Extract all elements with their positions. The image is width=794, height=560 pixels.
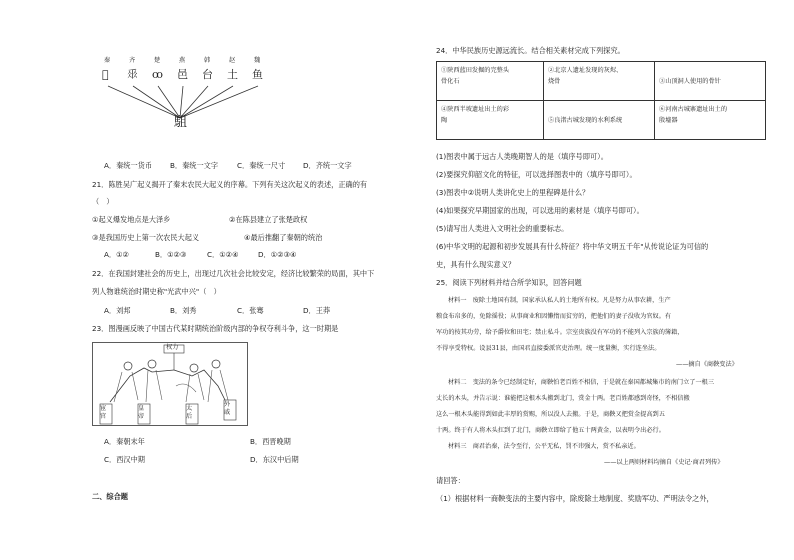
- table-cell: ②北京人遗址发现的灰烬、 烧骨: [544, 62, 655, 101]
- q24-part4: (4)如果探究早期国家的出现，可以选用的素材是（填序号即可）。: [436, 206, 644, 215]
- q24-material-table: [436, 61, 766, 140]
- q24-stem: 24．中华民族历史源远流长。结合相关素材完成下列探究。: [436, 46, 625, 55]
- q25-stem: 25．阅读下列材料并结合所学知识，回答问题: [436, 278, 582, 287]
- material1-line1: 材料一 废除土地国有制，国家承认私人的土地所有权。凡是努力从事农耕，生产: [448, 297, 671, 304]
- q23-stem: 23．图漫画反映了中国古代某时期统治阶级内部的争权夺利斗争，这一时期是: [92, 324, 339, 333]
- material3-line1: 材料三 商君治秦，法令至行，公平无私，罚不讳强大，赏不私亲近。: [448, 443, 640, 450]
- state-label: 魏: [254, 57, 261, 64]
- table-cell: ⑤良渚古城发现的水利系统: [544, 101, 655, 139]
- material1-source: ——摘自《商鞅变法》: [676, 361, 738, 368]
- q22-option-b: B．刘秀: [170, 306, 197, 315]
- q20-option-a: A．秦统一货币: [104, 161, 153, 170]
- connector-line: [180, 86, 233, 118]
- q21-item4: ④最后推翻了秦朝的统治: [244, 233, 323, 242]
- answer-prompt: 请回答：: [436, 476, 465, 485]
- connector-line: [180, 86, 208, 118]
- q23-option-c: C．西汉中期: [104, 455, 145, 464]
- material1-line2: 粮食布帛多的，免除徭役；从事商业和因懒惰而贫穷的，把他们的妻子没收为官奴。有: [436, 313, 672, 320]
- cartoon-label-consort: 外戚: [224, 401, 231, 416]
- connector-line: [180, 86, 258, 118]
- q23-option-a: A．秦朝末年: [104, 437, 145, 446]
- q21-item2: ②在陈县建立了张楚政权: [229, 215, 308, 224]
- connector-line: [180, 86, 183, 118]
- unified-glyph: 駔: [174, 115, 188, 130]
- table-cell: ①陕西蓝田发掘的完整头 骨化石: [437, 62, 544, 101]
- q21-option-a: A．①②: [104, 250, 129, 259]
- q22-line2: 列人物谁统治时期史称"光武中兴"（ ）: [92, 287, 221, 296]
- q24-part6: (6)中华文明的起源和初步发展具有什么特征？将中华文明五千年"从传说论证为可信的: [436, 242, 709, 251]
- q22-option-a: A．刘邦: [104, 306, 131, 315]
- q22-option-c: C．张骞: [237, 306, 264, 315]
- q24-part6-cont: 史，具有什么现实意义？: [436, 260, 516, 269]
- table-cell: ⑥河南古城寨遗址出土的 殷墟器: [659, 106, 728, 124]
- ancient-script-glyph: 鱼: [252, 68, 263, 81]
- q21-stem: 21．陈胜吴广起义揭开了秦末农民大起义的序幕。下列有关这次起义的表述，正确的有: [92, 180, 368, 189]
- state-label: 齐: [129, 57, 136, 64]
- ancient-script-glyph: 邑: [177, 68, 188, 81]
- q20-option-d: D．齐统一文字: [303, 161, 352, 170]
- q24-part5: (5)请写出人类进入文明社会的重要标志。: [436, 224, 569, 233]
- q24-part1: (1)图表中属于远古人类晚期智人的是（填序号即可）。: [436, 152, 608, 161]
- q21-item3: ③是我国历史上第一次农民大起义: [92, 233, 200, 242]
- table-cell: ③山顶洞人使用的骨针: [655, 62, 765, 101]
- q23-option-d: D．东汉中后期: [250, 455, 299, 464]
- q24-part2: (2)要探究仰韶文化的特征，可以选择图表中的（填序号即可）。: [436, 170, 637, 179]
- connector-line: [133, 86, 180, 118]
- q21-option-c: C．①②④: [207, 250, 239, 259]
- material2-line1: 材料二 变法的条令已经制定好，商鞅怕老百姓不相信，于是就在秦国都城集市的南门立了一根三: [448, 379, 715, 386]
- ancient-script-glyph: 𢑚: [102, 68, 109, 81]
- table-cell: ④陕西半坡遗址出土的彩 陶: [437, 101, 544, 139]
- cartoon-label-eunuch: 宦官: [100, 405, 107, 420]
- material2-line2: 丈长的木头，并告示说：谁能把这根木头搬到北门，赏金十两。老百姓都感到奇怪，不相信搬: [436, 395, 690, 402]
- ancient-script-glyph: 𠂹: [127, 68, 138, 81]
- q23-option-b: B．西晋晚期: [250, 437, 291, 446]
- state-label: 秦: [104, 57, 111, 64]
- q21-option-d: D．①②③④: [258, 250, 297, 259]
- state-label: 楚: [154, 57, 161, 64]
- q21-option-b: B．①②③: [155, 250, 187, 259]
- material3-source: ——以上两则材料均摘自《史记·商君列传》: [604, 459, 724, 466]
- material1-line3: 军功的按其功劳，给予爵位和田宅；禁止私斗。宗室贵族没有军功的不能列入宗族的簿籍，: [436, 329, 684, 336]
- cartoon-label-empress: 太后: [186, 405, 193, 420]
- state-label: 燕: [179, 57, 186, 64]
- q21-paren: （ ）: [92, 197, 114, 206]
- material1-line4: 不得享受特权。设县31县，由国君直接委派官吏治理。统一度量衡，实行连坐法。: [436, 345, 661, 352]
- q25-part1: （1）根据材料一商鞅变法的主要内容中，除废除土地制度、奖励军功、严明法令之外，: [436, 494, 714, 503]
- section2-heading: 二、综合题: [92, 492, 128, 501]
- q20-option-b: B．秦统一文字: [170, 161, 219, 170]
- q22-option-d: D．王莽: [303, 306, 331, 315]
- q24-part3: (3)图表中②说明人类讲化史上的里程碑是什么？: [436, 188, 590, 197]
- state-label: 赵: [229, 57, 236, 64]
- q20-option-c: C．秦统一尺寸: [237, 161, 286, 170]
- state-label: 韩: [204, 57, 211, 64]
- material2-line3: 这么一根木头能得到如此丰厚的赏赐，所以没人去搬。于是，商鞅又把赏金提高到五: [436, 411, 665, 418]
- ancient-script-glyph: 台: [202, 68, 213, 81]
- material2-line4: 十两。终于有人将木头扛到了北门，商鞅立即给了他五十两黄金，以表明令出必行。: [436, 427, 665, 434]
- ancient-script-glyph: ꝏ: [152, 68, 163, 81]
- q21-item1: ①起义爆发地点是大泽乡: [92, 215, 171, 224]
- cartoon-label-emperor: 皇帝: [138, 405, 145, 420]
- ancient-script-glyph: 土: [227, 68, 238, 81]
- cartoon-banner: 权力: [166, 344, 179, 351]
- q22-line1: 22．在我国封建社会的历史上，出现过几次社会比较安定，经济比较繁荣的局面，其中下: [92, 269, 375, 278]
